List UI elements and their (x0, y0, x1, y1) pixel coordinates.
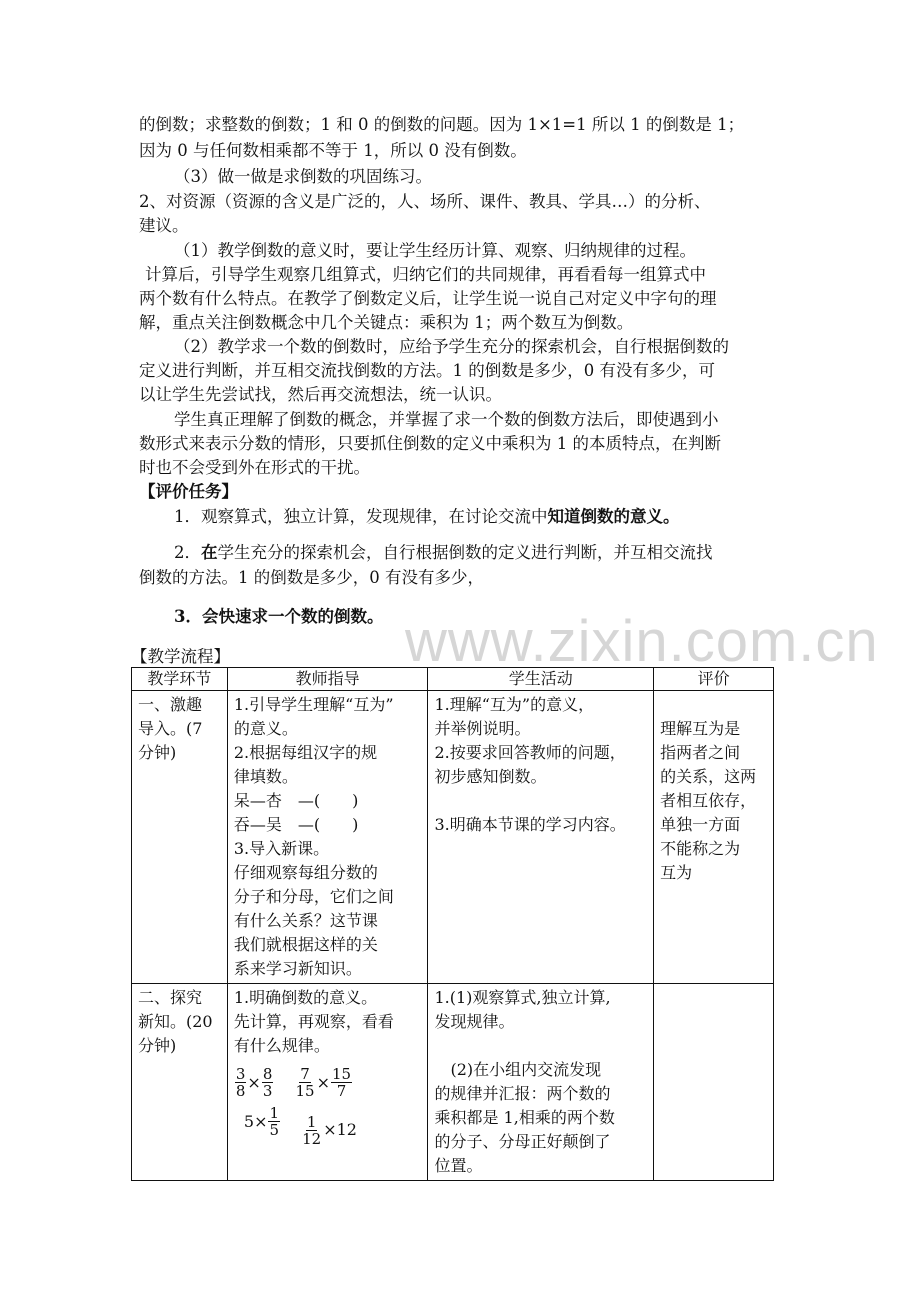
fraction-expression (244, 1105, 281, 1138)
cell-line: 2.根据每组汉字的规 (233, 743, 378, 762)
fraction-expressions-row-1 (234, 1062, 422, 1099)
paragraph-line: 解，重点关注倒数概念中几个关键点：乘积为 1；两个数互为倒数。 (139, 313, 634, 332)
cell-student (428, 984, 654, 1181)
cell-line: 1.引导学生理解“互为” (233, 695, 394, 714)
paragraph-line: 因为 0 与任何数相乘都不等于 1，所以 0 没有倒数。 (139, 141, 527, 160)
cell-line: 导入。(7 (138, 719, 203, 738)
times-sign: × (254, 1111, 268, 1131)
cell-line: 的规律并汇报：两个数的 (434, 1084, 611, 1103)
header-stage: 教学环节 (132, 668, 228, 691)
fraction: $\frac{1}{5}$ (269, 1104, 280, 1139)
cell-line: 我们就根据这样的关 (233, 935, 378, 954)
evaluation-item-2-emphasis: 在 (201, 543, 218, 562)
paragraph-line: （3）做一做是求倒数的巩固练习。 (174, 167, 432, 186)
paragraph-line: 定义进行判断，并互相交流找倒数的方法。1 的倒数是多少，0 有没有多少，可 (139, 361, 715, 380)
cell-line: 不能称之为 (660, 839, 741, 858)
evaluation-item-2 (174, 540, 713, 566)
paragraph-line: 2、对资源（资源的含义是广泛的，人、场所、课件、教具、学具…）的分析、 (139, 192, 711, 211)
cell-line: 互为 (660, 863, 693, 882)
times-sign: × (247, 1072, 261, 1092)
fraction: $\frac{8}{3}$ (262, 1065, 273, 1100)
cell-student (428, 691, 654, 984)
fraction: $\frac{7}{15}$ (295, 1065, 315, 1100)
fraction-expression (300, 1114, 357, 1147)
cell-teacher (227, 691, 428, 984)
fraction-expression (234, 1066, 275, 1099)
paragraph-line: 建议。 (139, 216, 189, 235)
paragraph-line: 数形式来表示分数的情形，只要抓住倒数的定义中乘积为 1 的本质特点，在判断 (139, 434, 721, 453)
table-row (132, 984, 774, 1181)
cell-line: 者相互依存， (660, 791, 757, 810)
cell-evaluation (654, 984, 774, 1181)
cell-stage (132, 691, 228, 984)
cell-line: 理解互为是 (660, 719, 741, 738)
cell-line: 吞—吴 —( ) (233, 815, 359, 834)
teaching-flow-table (131, 667, 774, 1181)
evaluation-heading: 【评价任务】 (139, 482, 238, 501)
evaluation-item-1-emphasis: 知道倒数的意义。 (547, 507, 680, 526)
cell-line: 并举例说明。 (434, 719, 531, 738)
cell-evaluation (654, 691, 774, 984)
cell-line: 二、探究 (138, 988, 203, 1007)
cell-line: 律填数。 (233, 767, 298, 786)
paragraph-line: 时也不会受到外在形式的干扰。 (139, 458, 370, 477)
cell-line: 先计算，再观察，看看 (233, 1012, 394, 1031)
flow-heading: 【教学流程】 (131, 647, 230, 666)
cell-line: 一、激趣 (138, 695, 203, 714)
cell-line: 有什么规律。 (233, 1036, 330, 1055)
cell-line: 1.明确倒数的意义。 (233, 988, 378, 1007)
paragraph-line: （2）教学求一个数的倒数时，应给予学生充分的探索机会，自行根据倒数的 (174, 337, 729, 356)
header-student: 学生活动 (428, 668, 654, 691)
spacer (434, 1034, 647, 1058)
header-teacher: 教师指导 (227, 668, 428, 691)
cell-line: 分钟) (138, 1036, 177, 1055)
cell-line: 位置。 (434, 1156, 483, 1175)
cell-line: 指两者之间 (660, 743, 741, 762)
evaluation-item-2-text: 学生充分的探索机会，自行根据倒数的定义进行判断，并互相交流找 (217, 543, 713, 562)
paragraph-line: 以让学生先尝试找，然后再交流想法，统一认识。 (139, 385, 502, 404)
evaluation-item-3: 3．会快速求一个数的倒数。 (174, 607, 384, 626)
times-sign: × (316, 1072, 330, 1092)
cell-line: 的关系，这两 (660, 767, 757, 786)
cell-teacher (227, 984, 428, 1181)
evaluation-item-2-continued: 倒数的方法。1 的倒数是多少，0 有没有多少， (139, 568, 484, 587)
cell-line: 发现规律。 (434, 1012, 515, 1031)
fraction: $\frac{1}{12}$ (302, 1112, 322, 1148)
cell-line: 分钟) (138, 743, 177, 762)
table-header-row (132, 668, 774, 691)
cell-line: 初步感知倒数。 (434, 767, 547, 786)
fraction-expressions-row-2 (244, 1105, 422, 1147)
cell-line: 2.按要求回答教师的问题， (434, 743, 626, 762)
fraction: $\frac{3}{8}$ (235, 1065, 246, 1100)
paragraph-line: （1）教学倒数的意义时，要让学生经历计算、观察、归纳规律的过程。 (174, 241, 696, 260)
cell-line: 系来学习新知识。 (233, 959, 362, 978)
cell-line: 有什么关系？这节课 (233, 911, 378, 930)
cell-line: 的分子、分母正好颠倒了 (434, 1132, 611, 1151)
paragraph-line: 计算后，引导学生观察几组算式，归纳它们的共同规律，再看看每一组算式中 (145, 265, 706, 284)
cell-line: 单独一方面 (660, 815, 741, 834)
fraction: $\frac{15}{7}$ (331, 1065, 352, 1100)
paragraph-line: 学生真正理解了倒数的概念，并掌握了求一个数的倒数方法后，即使遇到小 (174, 410, 719, 429)
spacer (660, 693, 767, 717)
table-row (132, 691, 774, 984)
cell-line: 仔细观察每组分数的 (233, 863, 378, 882)
cell-line: 3.导入新课。 (233, 839, 330, 858)
cell-line: 呆—杏 —( ) (233, 791, 359, 810)
cell-line: 3.明确本节课的学习内容。 (434, 815, 626, 834)
paragraph-line: 两个数有什么特点。在教学了倒数定义后，让学生说一说自己对定义中字句的理 (139, 289, 717, 308)
cell-line: 新知。(20 (138, 1012, 213, 1031)
integer: 5 (243, 1111, 255, 1131)
evaluation-item-2-number: 2． (174, 543, 201, 562)
evaluation-item-1-text: 1．观察算式，独立计算，发现规律，在讨论交流中 (174, 507, 548, 526)
integer: 12 (336, 1120, 357, 1139)
cell-line: (2)在小组内交流发现 (450, 1060, 602, 1079)
cell-line: 1.理解“互为”的意义， (434, 695, 595, 714)
cell-line: 乘积都是 1,相乘的两个数 (434, 1108, 615, 1127)
paragraph-line: 的倒数；求整数的倒数；1 和 0 的倒数的问题。因为 1×1=1 所以 1 的倒数是 1； (139, 115, 745, 134)
fraction-expression (293, 1066, 353, 1099)
spacer (434, 789, 647, 813)
evaluation-item-1 (174, 504, 680, 530)
watermark: www.zixin.com.cn (405, 609, 879, 674)
times-sign: × (323, 1120, 337, 1139)
cell-stage (132, 984, 228, 1181)
cell-line: 的意义。 (233, 719, 298, 738)
header-evaluation: 评价 (654, 668, 774, 691)
cell-line: 1.(1)观察算式,独立计算, (434, 988, 611, 1007)
cell-line: 分子和分母，它们之间 (233, 887, 394, 906)
